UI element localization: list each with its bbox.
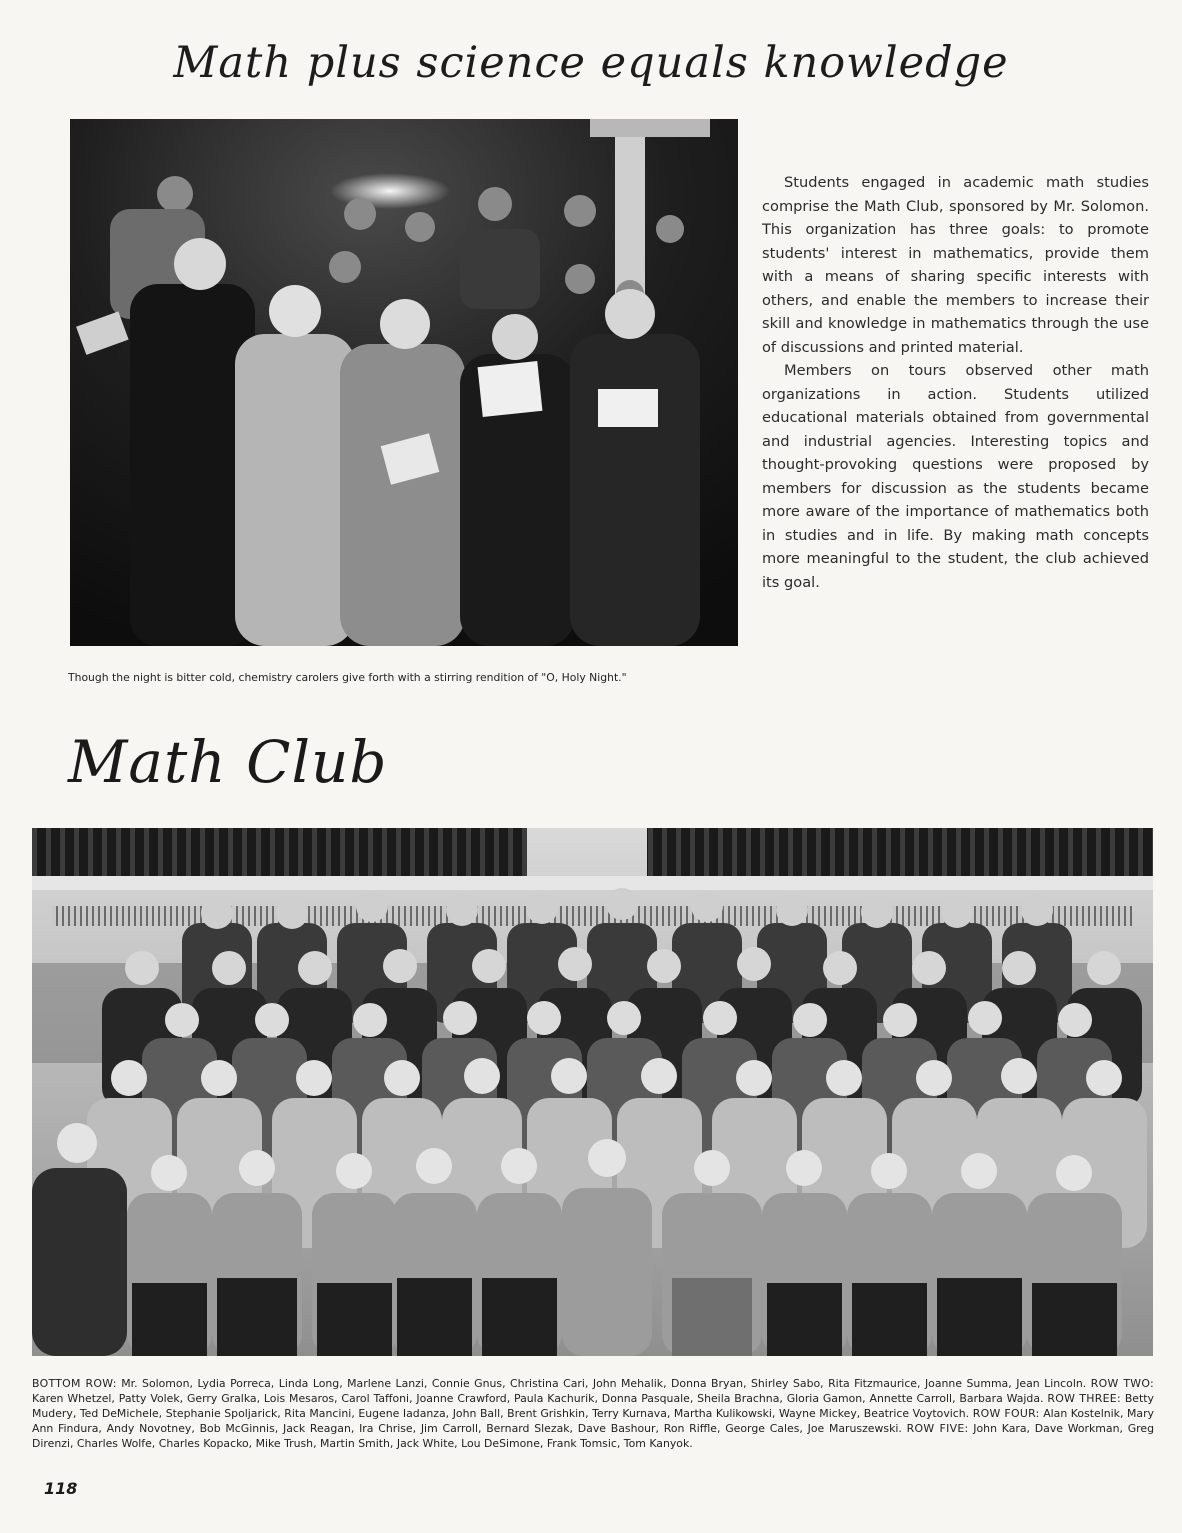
roster-row-names: Betty Mudery, Ted DeMichele, Stephanie Spoljarick, Rita Mancini, Eugene Iadanza, John Ball, Brent Grishkin, Terry Kurnava, Martha Kulikowski, Wayne Mickey, Beatrice Voytovich. (32, 1391, 1154, 1420)
roster-row-names: Alan Kostelnik, Mary Ann Findura, Andy Novotney, Bob McGinnis, Jack Reagan, Ira Chrise, Jim Carroll, Bernard Slezak, Dave Bashour, Ron Riffle, George Cales, Joe Maruszewski. (32, 1406, 1154, 1435)
roster-row-names: Karen Whetzel, Patty Volek, Gerry Gralka, Lois Mesaros, Carol Taffoni, Joanne Crawford, Paula Kachurik, Donna Pasquale, Sheila Brachna, Gloria Gamon, Annette Carroll, Barbara Wajda. (32, 1391, 1044, 1405)
page-headline: Math plus science equals knowledge (173, 38, 1009, 88)
roster-row-label: BOTTOM ROW: (32, 1377, 117, 1390)
roster-row-names: Mr. Solomon, Lydia Porreca, Linda Long, Marlene Lanzi, Connie Gnus, Christina Cari, John Mehalik, Donna Bryan, Shirley Sabo, Rita Fitzmaurice, Joanne Summa, Jean Lincoln. (121, 1377, 1087, 1390)
group-photo-image (32, 828, 1153, 1356)
carolers-photo (70, 119, 738, 646)
article-paragraph: Students engaged in academic math studies comprise the Math Club, sponsored by Mr. Solomon. This organization has three goals: to promote students' interest in mathematics, provide them with a means of sharing specific interests with others, and enable the members to increase their skill and knowledge in mathematics through the use of discussions and printed material. (762, 174, 1149, 356)
article-body (762, 171, 1149, 594)
roster-row-label: ROW THREE: (1047, 1391, 1121, 1405)
roster-row-label: ROW FOUR: (972, 1406, 1040, 1420)
math-club-group-photo (32, 828, 1153, 1356)
carolers-photo-image (70, 119, 738, 646)
roster-row-label: ROW TWO: (1090, 1377, 1155, 1390)
article-paragraph: Members on tours observed other math organizations in action. Students utilized educational materials obtained from governmental and industrial agencies. Interesting topics and thought-provoking questions were proposed by members for discussion as the students became more aware of the importance of mathematics both in studies and in life. By making math concepts more meaningful to the student, the club achieved its goal. (762, 362, 1149, 591)
photo-caption: Though the night is bitter cold, chemistry carolers give forth with a stirring rendition of "O, Holy Night." (68, 671, 627, 684)
section-title: Math Club (68, 728, 388, 796)
roster-row-label: ROW FIVE: (906, 1421, 969, 1435)
roster-row-names: John Kara, Dave Workman, Greg Direnzi, Charles Wolfe, Charles Kopacko, Mike Trush, Martin Smith, Jack White, Lou DeSimone, Frank Tomsic, Tom Kanyok. (32, 1421, 1155, 1450)
member-roster (32, 1377, 1154, 1452)
page-number: 118 (44, 1479, 78, 1498)
